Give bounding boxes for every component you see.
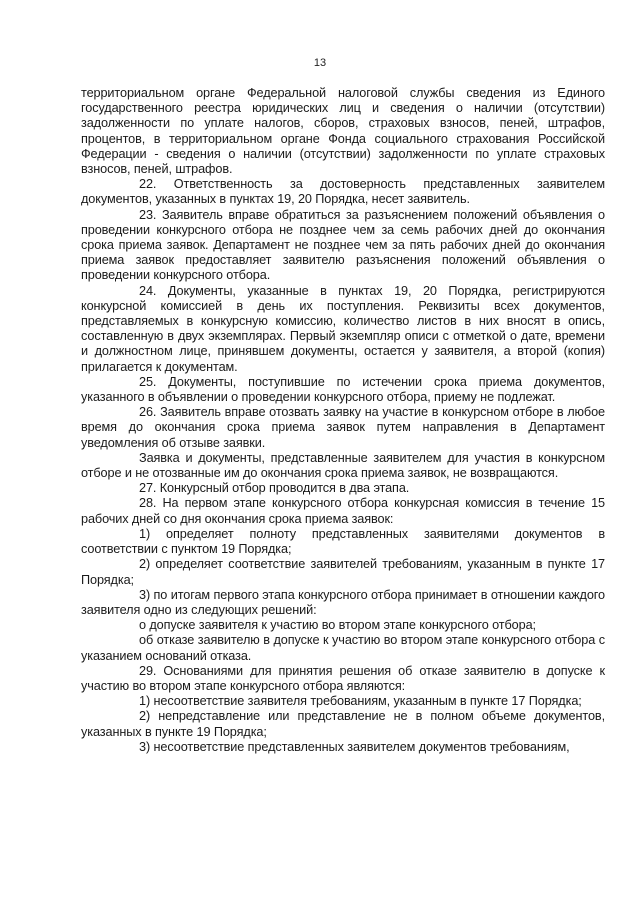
paragraph-25: 25. Документы, поступившие по истечении срока приема документов, указанного в объявлении о проведении конкурсного отбора, приему не подлежат. [81, 374, 605, 405]
paragraph-29-item-3: 3) несоответствие представленных заявителем документов требованиям, [139, 739, 570, 754]
page-number: 13 [313, 57, 327, 69]
paragraph-28-item-3: 3) по итогам первого этапа конкурсного отбора принимает в отношении каждого заявителя одно из следующих решений: [81, 587, 605, 617]
paragraph-29-item-2: 2) непредставление или представление не в полном объеме документов, указанных в пункте 19 Порядка; [81, 709, 605, 739]
paragraph-28-item-2: 2) определяет соответствие заявителей требованиям, указанным в пункте 17 Порядка; [81, 557, 605, 587]
paragraph-27: 27. Конкурсный отбор проводится в два этапа. [139, 481, 410, 496]
paragraph-28: 28. На первом этапе конкурсного отбора конкурсная комиссия в течение 15 рабочих дней со дня окончания срока приема заявок: [81, 496, 605, 526]
paragraph-26: 26. Заявитель вправе отозвать заявку на участие в конкурсном отборе в любое время до окончания срока приема заявок путем направления в Департамент уведомления об отзыве заявки. [81, 405, 605, 450]
paragraph-24: 24. Документы, указанные в пунктах 19, 20 Порядка, регистрируются конкурсной комиссией в день их поступления. Реквизиты всех документов, представляемых в конкурсную комиссию, количество листов в них вносят в опись, составленную в двух экземплярах. Первый экземпляр описи с отметкой о дате, времени и должностном лице, принявшем документы, остается у заявителя, а второй (копия) прилагается к документам. [81, 283, 605, 374]
paragraph-29: 29. Основаниями для принятия решения об отказе заявителю в допуске к участию во втором этапе конкурсного отбора являются: [81, 663, 605, 693]
document-body [81, 86, 605, 755]
paragraph-22: 22. Ответственность за достоверность представленных заявителем документов, указанных в пунктах 19, 20 Порядка, несет заявитель. [81, 177, 605, 207]
paragraph-28-item-1: 1) определяет полноту представленных заявителями документов в соответствии с пунктом 19 Порядка; [81, 526, 605, 557]
paragraph-29-item-1: 1) несоответствие заявителя требованиям, указанным в пункте 17 Порядка; [139, 694, 582, 709]
paragraph-continuation: территориальном органе Федеральной налоговой службы сведения из Единого государственного реестра юридических лиц и сведения о наличии (отсутствии) задолженности по уплате налогов, сборов, страховых взносов, пеней, штрафов, процентов, в территориальном органе Фонда социального страхования Российской Федерации - сведения о наличии (отсутствии) задолженности по уплате страховых взносов, пеней, штрафов. [81, 86, 605, 177]
paragraph-28-decision-refuse: об отказе заявителю в допуске к участию во втором этапе конкурсного отбора с указанием оснований отказа. [81, 633, 605, 663]
paragraph-28-decision-admit: о допуске заявителя к участию во втором этапе конкурсного отбора; [139, 618, 536, 633]
paragraph-23: 23. Заявитель вправе обратиться за разъяснением положений объявления о проведении конкурсного отбора не позднее чем за семь рабочих дней до окончания срока приема заявок. Департамент не позднее чем за пять рабочих дней до окончания приема заявок предоставляет заявителю разъяснения положений объявления о проведении конкурсного отбора. [81, 207, 605, 283]
paragraph-26-note: Заявка и документы, представленные заявителем для участия в конкурсном отборе и не отозванные им до окончания срока приема заявок, не возвращаются. [81, 450, 605, 481]
